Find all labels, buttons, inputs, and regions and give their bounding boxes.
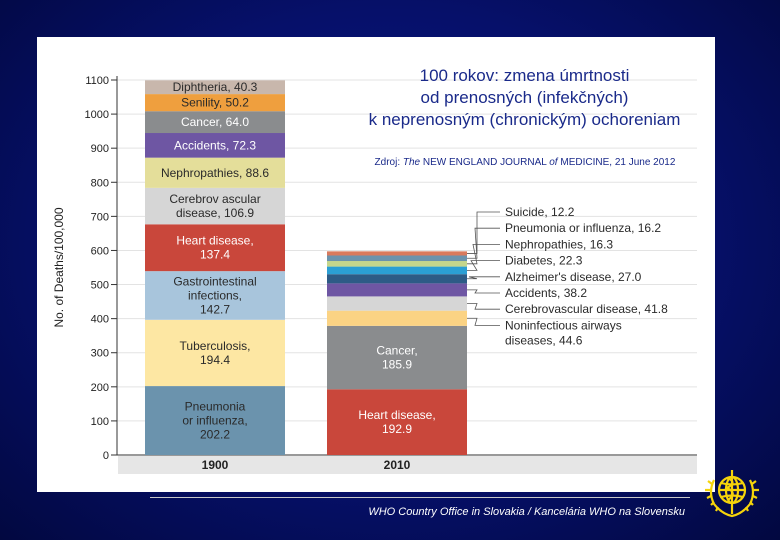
y-tick-label: 300 [90, 347, 109, 360]
source-of: of [549, 157, 561, 168]
segment-label: Pneumonia [184, 399, 246, 414]
callout-leader [467, 318, 500, 325]
y-tick-label: 800 [90, 177, 109, 190]
source-medicine: MEDICINE [560, 157, 610, 168]
segment-label: Cerebrov ascular [169, 192, 261, 207]
bar-segment [327, 296, 467, 310]
callout-label: Accidents, 38.2 [505, 286, 588, 300]
source-journal: NEW ENGLAND JOURNAL [422, 157, 550, 168]
segment-label: Cancer, 64.0 [180, 115, 250, 130]
segment-label: 202.2 [199, 427, 231, 442]
segment-label: Diphtheria, 40.3 [172, 80, 258, 95]
segment-label: 137.4 [199, 247, 231, 262]
x-category-label: 2010 [383, 458, 411, 472]
y-axis-label: No. of Deaths/100,000 [52, 207, 66, 328]
y-tick-label: 600 [90, 245, 109, 258]
chart-panel [37, 37, 715, 492]
segment-label: 194.4 [199, 352, 231, 367]
segment-label: 142.7 [199, 302, 231, 317]
callout-label: Diabetes, 22.3 [505, 253, 583, 268]
source-the: The [402, 157, 423, 168]
title-line-3: k neprenosným (chronickým) ochoreniam [368, 110, 681, 129]
bar-segment [327, 251, 467, 255]
callout-leader [467, 290, 500, 293]
segment-label: Accidents, 72.3 [173, 138, 257, 153]
segment-label: Cancer, [376, 343, 418, 358]
bar-segment [327, 311, 467, 326]
y-tick-label: 200 [90, 381, 109, 394]
y-tick-label: 0 [102, 450, 109, 462]
y-tick-label: 400 [90, 313, 109, 326]
callout-label: Nephropathies, 16.3 [505, 237, 614, 252]
segment-label: Tuberculosis, [179, 338, 251, 353]
bar-segment [327, 267, 467, 275]
segment-label: Nephropathies, 88.6 [160, 165, 270, 180]
segment-label: or influenza, [182, 413, 248, 428]
y-tick-label: 500 [90, 279, 109, 292]
segment-label: 185.9 [381, 357, 413, 372]
callout-leader [467, 304, 500, 310]
segment-label: infections, [187, 288, 243, 303]
bar-segment [327, 256, 467, 262]
segment-label: disease, 106.9 [175, 206, 255, 221]
footer-text: WHO Country Office in Slovakia / Kancelária WHO na Slovensku [368, 506, 685, 518]
x-category-label: 1900 [201, 458, 229, 472]
bar-segment [327, 283, 467, 296]
callout-label: diseases, 44.6 [505, 333, 583, 348]
who-logo-icon [700, 460, 764, 524]
y-tick-label: 1100 [85, 75, 109, 87]
footer-divider [150, 497, 690, 498]
segment-label: Heart disease, [358, 408, 436, 423]
segment-label: Gastrointestinal [173, 274, 257, 289]
y-tick-label: 900 [90, 143, 109, 156]
callout-label: Noninfectious airways [505, 318, 622, 333]
title-line-2: od prenosných (infekčných) [420, 88, 629, 107]
y-tick-label: 700 [90, 211, 109, 224]
source-citation [355, 157, 695, 168]
segment-label: Heart disease, [176, 233, 254, 248]
segment-label: 192.9 [381, 422, 413, 437]
callout-label: Pneumonia or influenza, 16.2 [505, 221, 662, 236]
source-date: , 21 June 2012 [609, 157, 676, 168]
source-prefix: Zdroj: [374, 157, 403, 168]
callout-label: Suicide, 12.2 [505, 205, 575, 219]
chart-title [347, 65, 702, 131]
callout-label: Cerebrovascular disease, 41.8 [505, 302, 668, 317]
bar-segment [327, 261, 467, 267]
callout-leader [467, 277, 500, 279]
bar-segment [327, 274, 467, 283]
y-tick-label: 1000 [84, 109, 109, 122]
segment-label: Senility, 50.2 [181, 95, 249, 110]
title-line-1: 100 rokov: zmena úmrtnosti [419, 66, 630, 85]
callout-leader [467, 212, 500, 253]
callout-leader [467, 261, 500, 271]
y-tick-label: 100 [90, 415, 109, 428]
callout-label: Alzheimer's disease, 27.0 [505, 269, 642, 284]
